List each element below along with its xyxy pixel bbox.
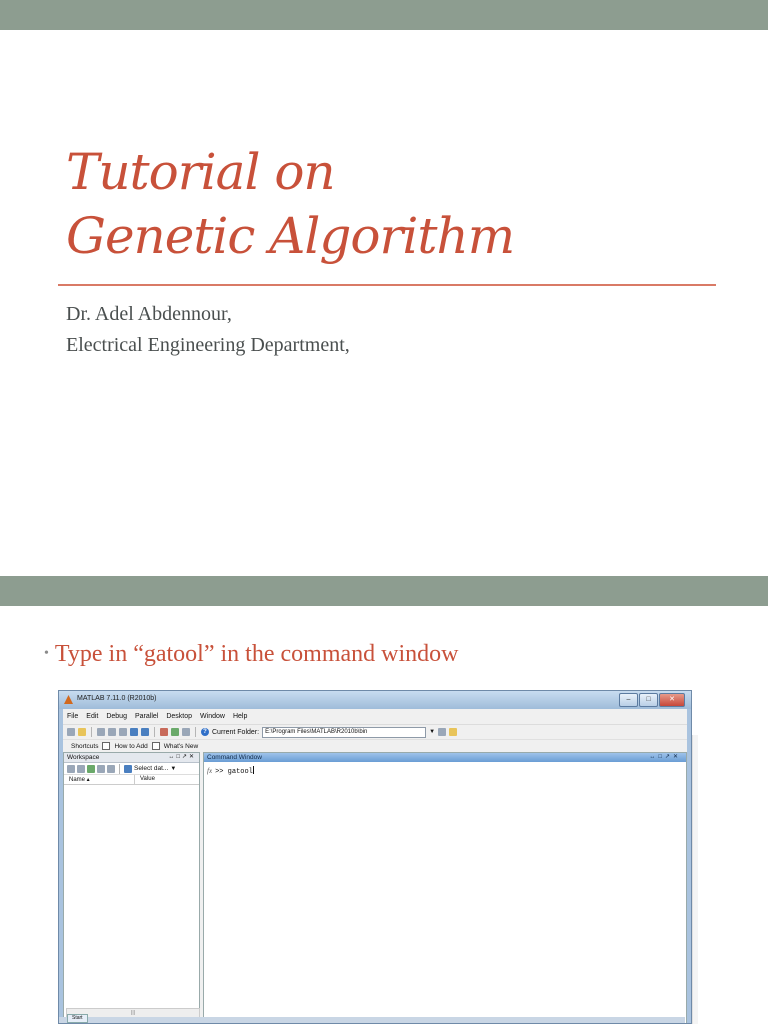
- workspace-column-header: [64, 775, 199, 785]
- print-icon[interactable]: [107, 765, 115, 773]
- panel-controls-icon[interactable]: ↔□↗✕: [168, 754, 196, 760]
- function-browser-icon[interactable]: fx: [207, 767, 213, 775]
- slide-title: [66, 140, 514, 268]
- menu-file[interactable]: File: [67, 713, 79, 720]
- menu-edit[interactable]: Edit: [86, 713, 99, 720]
- window-title: MATLAB 7.11.0 (R2010b): [77, 695, 157, 702]
- toolbar-separator: [119, 764, 120, 774]
- maximize-button[interactable]: □: [639, 693, 658, 707]
- column-divider[interactable]: [134, 775, 135, 784]
- open-variable-icon[interactable]: [77, 765, 85, 773]
- command-window-header: [204, 753, 686, 762]
- folder-dropdown-icon[interactable]: ▼: [429, 729, 436, 735]
- matlab-client-area: [63, 709, 687, 1024]
- minimize-button[interactable]: –: [619, 693, 638, 707]
- workspace-title: Workspace: [67, 754, 100, 761]
- new-variable-icon[interactable]: [67, 765, 75, 773]
- title-line-1: Tutorial on: [66, 143, 335, 201]
- title-divider: [58, 284, 716, 286]
- new-file-icon[interactable]: [67, 728, 75, 736]
- shortcuts-toolbar: [63, 739, 687, 752]
- matlab-logo-icon: [64, 695, 73, 704]
- taskbar: [59, 1017, 685, 1023]
- command-window-title: Command Window: [207, 754, 262, 761]
- window-controls: [619, 693, 685, 707]
- simulink-icon[interactable]: [160, 728, 168, 736]
- menu-parallel[interactable]: Parallel: [134, 713, 159, 720]
- command-input[interactable]: gatool: [227, 768, 253, 776]
- slide-subtitle: [66, 299, 350, 361]
- guide-icon[interactable]: [171, 728, 179, 736]
- command-prompt: >>: [215, 768, 224, 776]
- paste-icon[interactable]: [119, 728, 127, 736]
- start-button[interactable]: Start: [67, 1014, 88, 1023]
- undo-icon[interactable]: [130, 728, 138, 736]
- close-button[interactable]: ✕: [659, 693, 685, 707]
- workspace-panel: [63, 752, 200, 1024]
- copy-icon[interactable]: [108, 728, 116, 736]
- window-titlebar[interactable]: [59, 691, 691, 709]
- horizontal-scrollbar[interactable]: |||: [66, 1008, 200, 1018]
- instruction-bullet: [44, 641, 458, 668]
- open-folder-icon[interactable]: [78, 728, 86, 736]
- menu-debug[interactable]: Debug: [106, 713, 127, 720]
- background-window-edge: [692, 735, 698, 1024]
- current-folder-label: Current Folder:: [212, 728, 260, 736]
- shortcuts-label[interactable]: Shortcuts: [71, 742, 99, 750]
- profiler-icon[interactable]: [182, 728, 190, 736]
- toolbar-separator: [91, 727, 92, 737]
- department-line: Electrical Engineering Department,: [66, 334, 350, 356]
- menu-help[interactable]: Help: [232, 713, 248, 720]
- shortcut-icon: [152, 742, 160, 750]
- help-icon[interactable]: ?: [201, 728, 209, 736]
- workspace-toolbar: [64, 763, 199, 775]
- cut-icon[interactable]: [97, 728, 105, 736]
- top-band: [0, 0, 768, 30]
- author-line: Dr. Adel Abdennour,: [66, 303, 232, 325]
- save-workspace-icon[interactable]: [97, 765, 105, 773]
- menu-desktop[interactable]: Desktop: [166, 713, 193, 720]
- matlab-window: [58, 690, 692, 1024]
- column-value[interactable]: Value: [140, 776, 155, 782]
- bullet-dot: •: [44, 646, 49, 661]
- toolbar-separator: [195, 727, 196, 737]
- menu-bar: [63, 711, 247, 723]
- bullet-text: Type in “gatool” in the command window: [54, 641, 459, 667]
- select-data-arrow-icon[interactable]: ▼: [170, 765, 177, 772]
- slide2-band: [0, 576, 768, 606]
- browse-folder-icon[interactable]: [449, 728, 457, 736]
- text-caret: [253, 766, 254, 774]
- how-to-add-link[interactable]: How to Add: [114, 742, 148, 750]
- main-toolbar: [63, 724, 687, 739]
- current-folder-input[interactable]: E:\Program Files\MATLAB\R2010b\bin: [262, 727, 426, 738]
- folder-up-icon[interactable]: [438, 728, 446, 736]
- panel-controls-icon[interactable]: ↔□↗✕: [649, 754, 681, 760]
- redo-icon[interactable]: [141, 728, 149, 736]
- menu-window[interactable]: Window: [200, 713, 225, 720]
- title-line-2: Genetic Algorithm: [66, 207, 515, 265]
- select-data-dropdown[interactable]: Select dat...: [134, 765, 169, 772]
- plot-icon[interactable]: [124, 765, 132, 773]
- column-name[interactable]: Name ▴: [69, 777, 90, 783]
- command-line[interactable]: [207, 766, 254, 776]
- toolbar-separator: [154, 727, 155, 737]
- whats-new-link[interactable]: What's New: [163, 742, 199, 750]
- shortcut-icon: [102, 742, 110, 750]
- command-window-panel: [203, 752, 687, 1024]
- import-data-icon[interactable]: [87, 765, 95, 773]
- workspace-header: [64, 753, 199, 763]
